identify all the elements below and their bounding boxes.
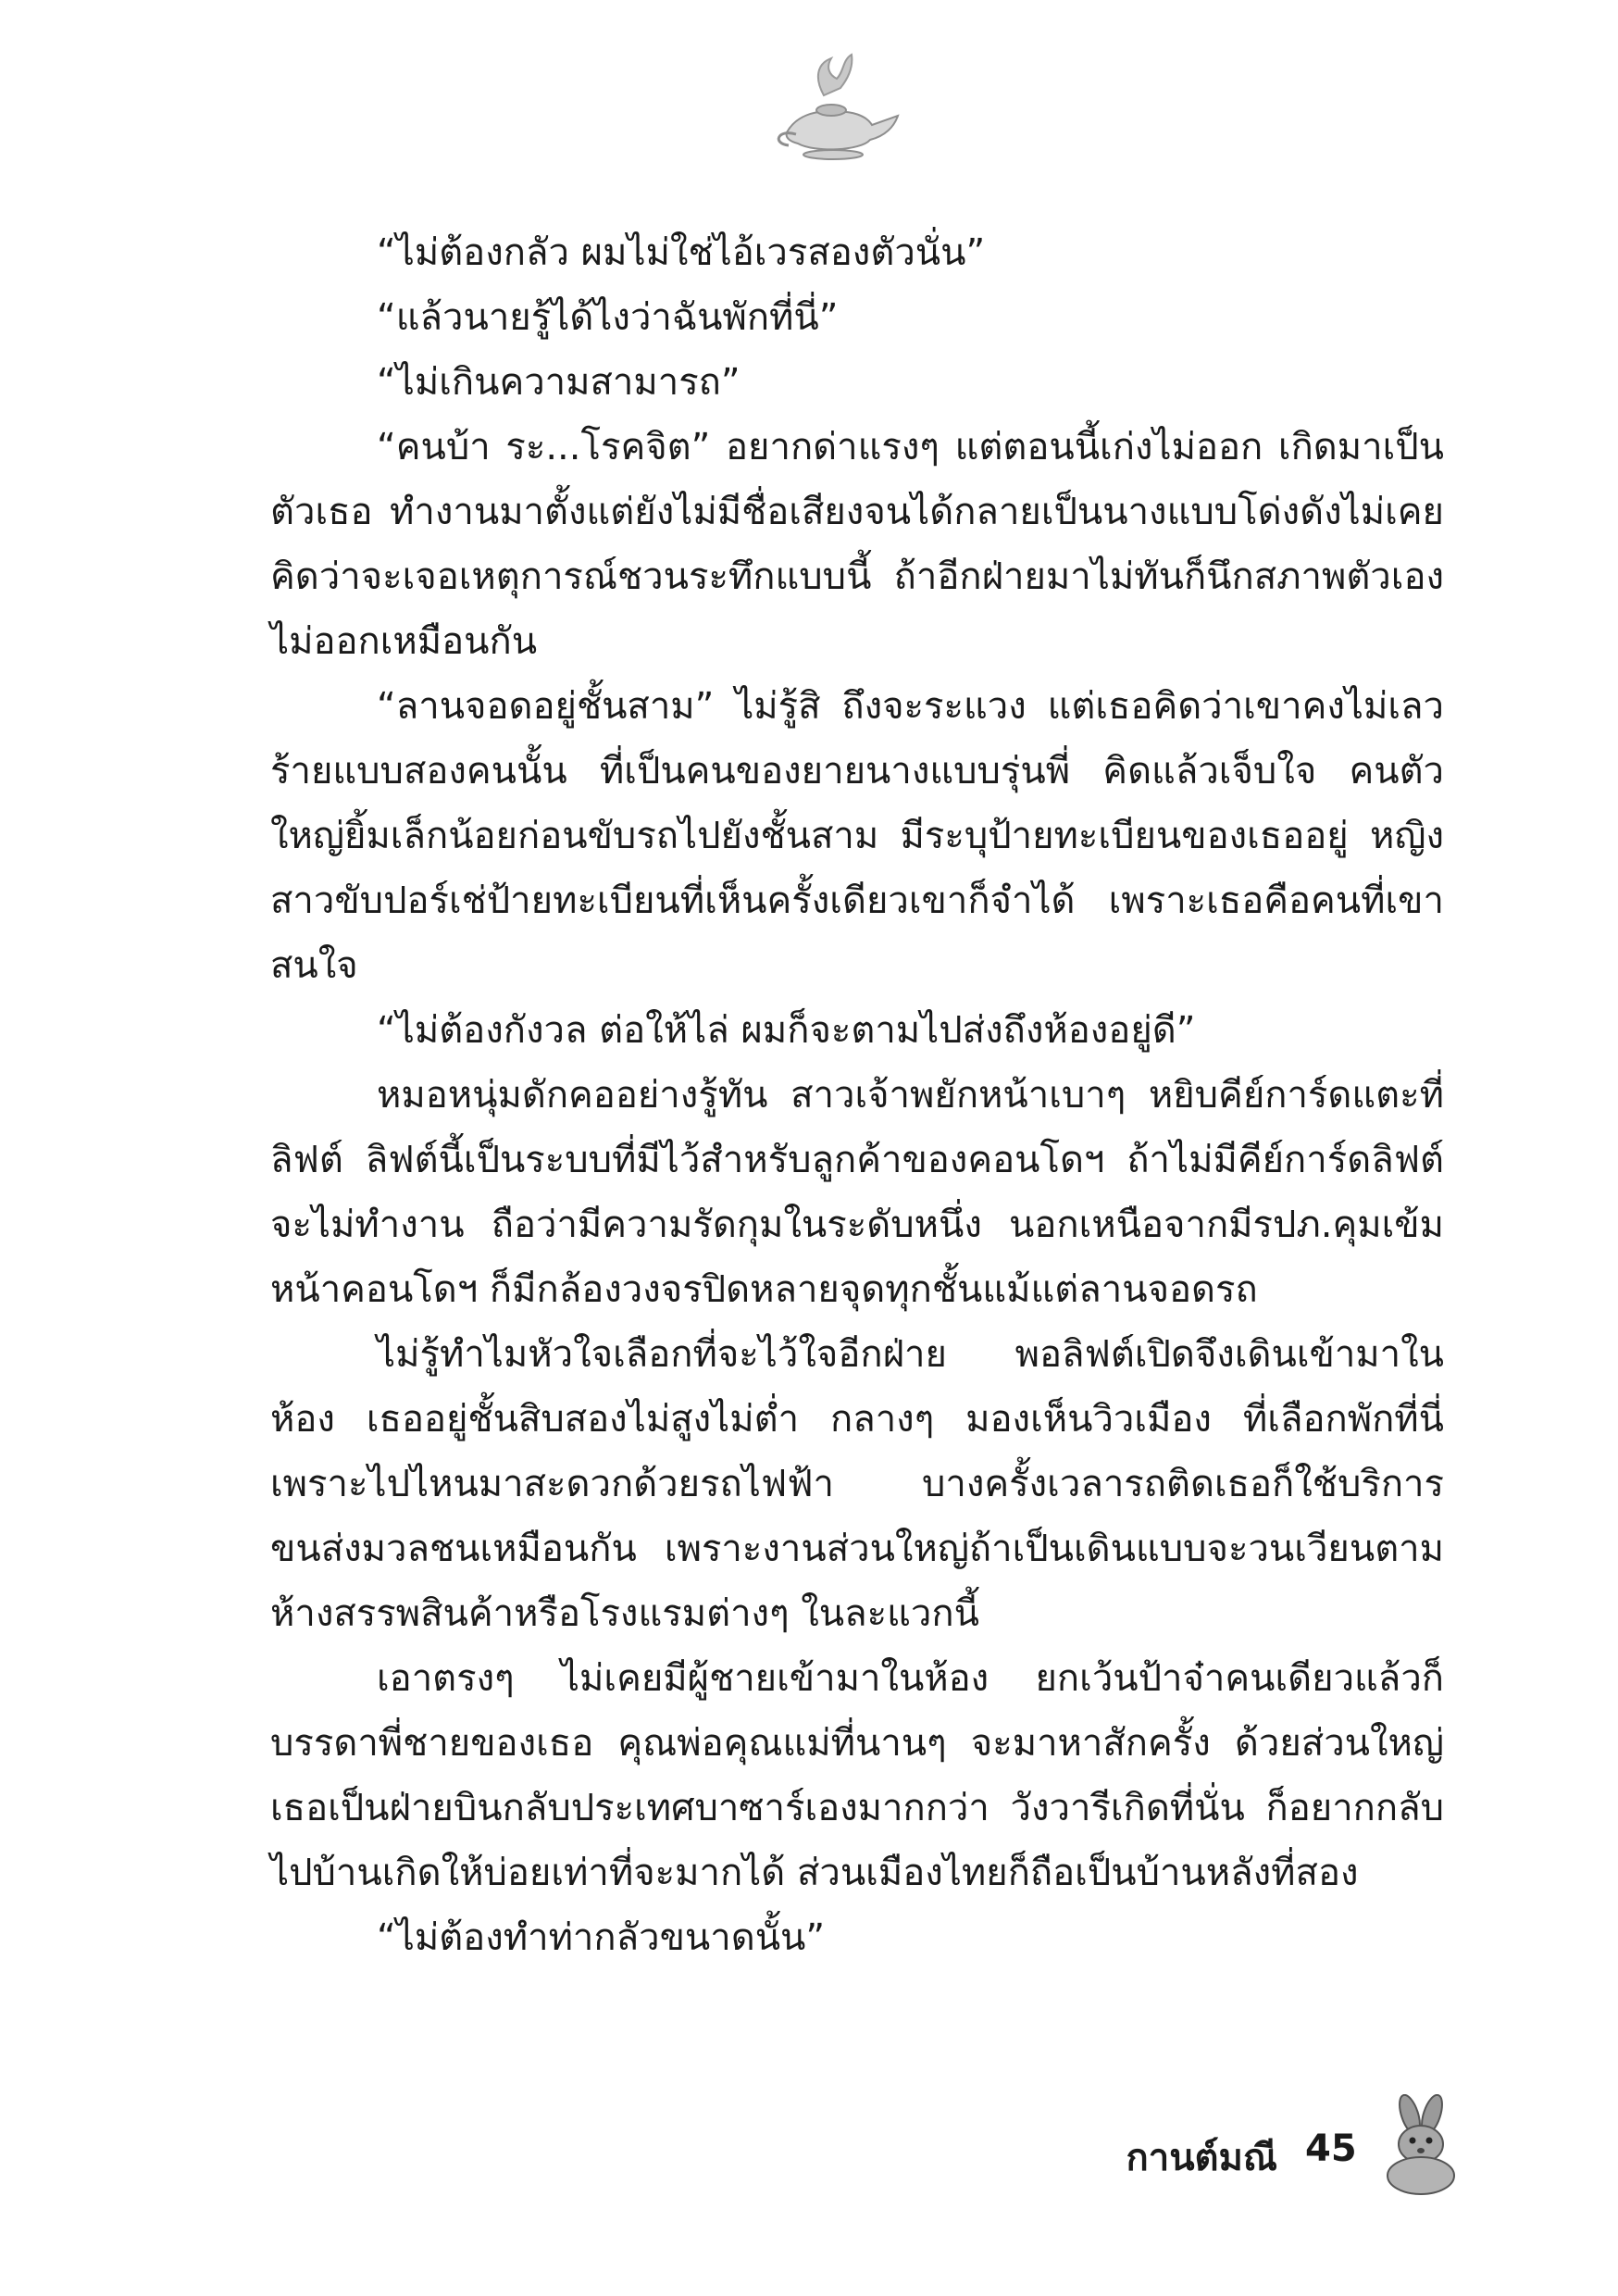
paragraph: เอาตรงๆ ไม่เคยมีผู้ชายเข้ามาในห้อง ยกเว้นป้าจ๋าคนเดียวแล้วก็บรรดาพี่ชายของเธอ คุณพ่อคุณแม่ที่นานๆ จะมาหาสักครั้ง ด้วยส่วนใหญ่เธอเป็นฝ่ายบินกลับประเทศบาซาร์เองมากกว่า วังวารีเกิดที่นั่น ก็อยากกลับไปบ้านเกิดให้บ่อยเท่าที่จะมากได้ ส่วนเมืองไทยก็ถือเป็นบ้านหลังที่สอง xyxy=(270,1657,1444,1894)
author-name: กานต์มณี xyxy=(1126,2137,1277,2179)
paragraph: “ไม่ต้องกังวล ต่อให้ไล่ ผมก็จะตามไปส่งถึงห้องอยู่ดี” xyxy=(377,1009,1196,1052)
paragraph: “ไม่ต้องกลัว ผมไม่ใช่ไอ้เวรสองตัวนั่น” xyxy=(377,231,986,274)
paragraph: “ลานจอดอยู่ชั้นสาม” ไม่รู้สิ ถึงจะระแวง แต่เธอคิดว่าเขาคงไม่เลวร้ายแบบสองคนนั้น ที่เป็นคนของยายนางแบบรุ่นพี่ คิดแล้วเจ็บใจ คนตัวใหญ่ยิ้มเล็กน้อยก่อนขับรถไปยังชั้นสาม มีระบุป้ายทะเบียนของเธออยู่ หญิงสาวขับปอร์เช่ป้ายทะเบียนที่เห็นครั้งเดียวเขาก็จำได้ เพราะเธอคือคนที่เขาสนใจ xyxy=(270,685,1444,987)
paragraph: “แล้วนายรู้ได้ไงว่าฉันพักที่นี่” xyxy=(377,296,839,339)
paragraph: “ไม่ต้องทำท่ากลัวขนาดนั้น” xyxy=(377,1916,826,1959)
page-number: 45 xyxy=(1305,2128,1357,2170)
body-text xyxy=(270,220,1444,1970)
rabbit-icon xyxy=(1375,2094,1467,2196)
paragraph: ไม่รู้ทำไมหัวใจเลือกที่จะไว้ใจอีกฝ่าย พอลิฟต์เปิดจึงเดินเข้ามาในห้อง เธออยู่ชั้นสิบสองไม่สูงไม่ต่ำ กลางๆ มองเห็นวิวเมือง ที่เลือกพักที่นี่เพราะไปไหนมาสะดวกด้วยรถไฟฟ้า บางครั้งเวลารถติดเธอก็ใช้บริการขนส่งมวลชนเหมือนกัน เพราะงานส่วนใหญ่ถ้าเป็นเดินแบบจะวนเวียนตามห้างสรรพสินค้าหรือโรงแรมต่างๆ ในละแวกนี้ xyxy=(270,1333,1444,1635)
magic-lamp-genie-icon xyxy=(759,51,907,162)
paragraph: “คนบ้า ระ...โรคจิต” อยากด่าแรงๆ แต่ตอนนี้เก่งไม่ออก เกิดมาเป็นตัวเธอ ทำงานมาตั้งแต่ยังไม่มีชื่อเสียงจนได้กลายเป็นนางแบบโด่งดังไม่เคยคิดว่าจะเจอเหตุการณ์ชวนระทึกแบบนี้ ถ้าอีกฝ่ายมาไม่ทันก็นึกสภาพตัวเองไม่ออกเหมือนกัน xyxy=(270,426,1444,663)
paragraph: หมอหนุ่มดักคออย่างรู้ทัน สาวเจ้าพยักหน้าเบาๆ หยิบคีย์การ์ดแตะที่ลิฟต์ ลิฟต์นี้เป็นระบบที่มีไว้สำหรับลูกค้าของคอนโดฯ ถ้าไม่มีคีย์การ์ดลิฟต์จะไม่ทำงาน ถือว่ามีความรัดกุมในระดับหนึ่ง นอกเหนือจากมีรปภ.คุมเข้มหน้าคอนโดฯ ก็มีกล้องวงจรปิดหลายจุดทุกชั้นแม้แต่ลานจอดรถ xyxy=(270,1074,1444,1311)
paragraph: “ไม่เกินความสามารถ” xyxy=(377,361,741,404)
